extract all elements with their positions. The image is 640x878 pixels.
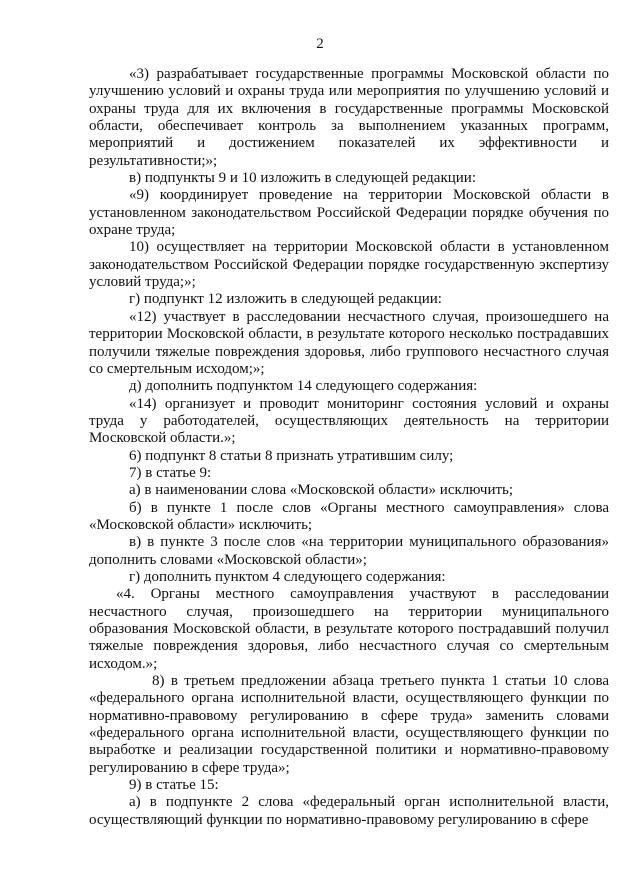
- paragraph-subitem-d: д) дополнить подпунктом 14 следующего содержания:: [129, 378, 478, 395]
- paragraph-article9-g: г) дополнить пунктом 4 следующего содержания:: [129, 568, 446, 585]
- paragraph-item-9: «9) координирует проведение на территории Московской области в установленном законодательством Российской Федерации порядке обучения по охране труда;: [89, 187, 609, 239]
- document-body: [89, 66, 609, 829]
- paragraph-item-10: 10) осуществляет на территории Московской области в установленном законодательством Российской Федерации порядке государственную экспертизу условий труда;»;: [89, 239, 609, 291]
- paragraph-point-6: 6) подпункт 8 статьи 8 признать утратившим силу;: [129, 447, 454, 464]
- paragraph-program-item-3: «3) разрабатывает государственные программы Московской области по улучшению условий и охраны труда или мероприятия по улучшению условий и охраны труда для их включения в государственные программы Московской области, обеспечивает контроль за выполнением указанных программ, мероприятий и достижением показателей их эффективности и результативности;»;: [89, 66, 609, 169]
- paragraph-article9-a: а) в наименовании слова «Московской области» исключить;: [129, 482, 514, 499]
- paragraph-point-9: 9) в статье 15:: [129, 777, 219, 794]
- page-number: 2: [316, 36, 324, 52]
- paragraph-subitem-v: в) подпункты 9 и 10 изложить в следующей редакции:: [129, 170, 477, 187]
- paragraph-subitem-g: г) подпункт 12 изложить в следующей редакции:: [129, 291, 442, 308]
- paragraph-article9-b: б) в пункте 1 после слов «Органы местного самоуправления» слова «Московской области» исключить;: [89, 499, 609, 533]
- paragraph-clause-4: «4. Органы местного самоуправления участвуют в расследовании несчастного случая, произошедшего на территории муниципального образования Московской области, в результате которого пострадавший получил тяжелые повреждения здоровья, либо несчастного случая со смертельным исходом.»;: [89, 586, 609, 672]
- paragraph-point-7: 7) в статье 9:: [129, 464, 212, 481]
- paragraph-article9-v: в) в пункте 3 после слов «на территории муниципального образования» дополнить словами «Московской области»;: [89, 534, 609, 568]
- paragraph-item-12: «12) участвует в расследовании несчастного случая, произошедшего на территории Московской области, в результате которого несколько пострадавших получили тяжелые повреждения здоровья, либо группового несчастного случая со смертельным исходом;»;: [89, 308, 609, 377]
- paragraph-point-8: 8) в третьем предложении абзаца третьего пункта 1 статьи 10 слова «федерального органа исполнительной власти, осуществляющего функции по нормативно-правовому регулированию в сфере труда» заменить словами «федерального органа исполнительной власти, осуществляющего функции по выработке и реализации государственной политики и нормативно-правовому регулированию в сфере труда»;: [89, 673, 609, 776]
- paragraph-item-14: «14) организует и проводит мониторинг состояния условий и охраны труда у работодателей, осуществляющих деятельность на территории Московской области.»;: [89, 395, 609, 447]
- paragraph-article15-a: а) в подпункте 2 слова «федеральный орган исполнительной власти, осуществляющий функции по нормативно-правовому регулированию в сфере: [89, 794, 609, 828]
